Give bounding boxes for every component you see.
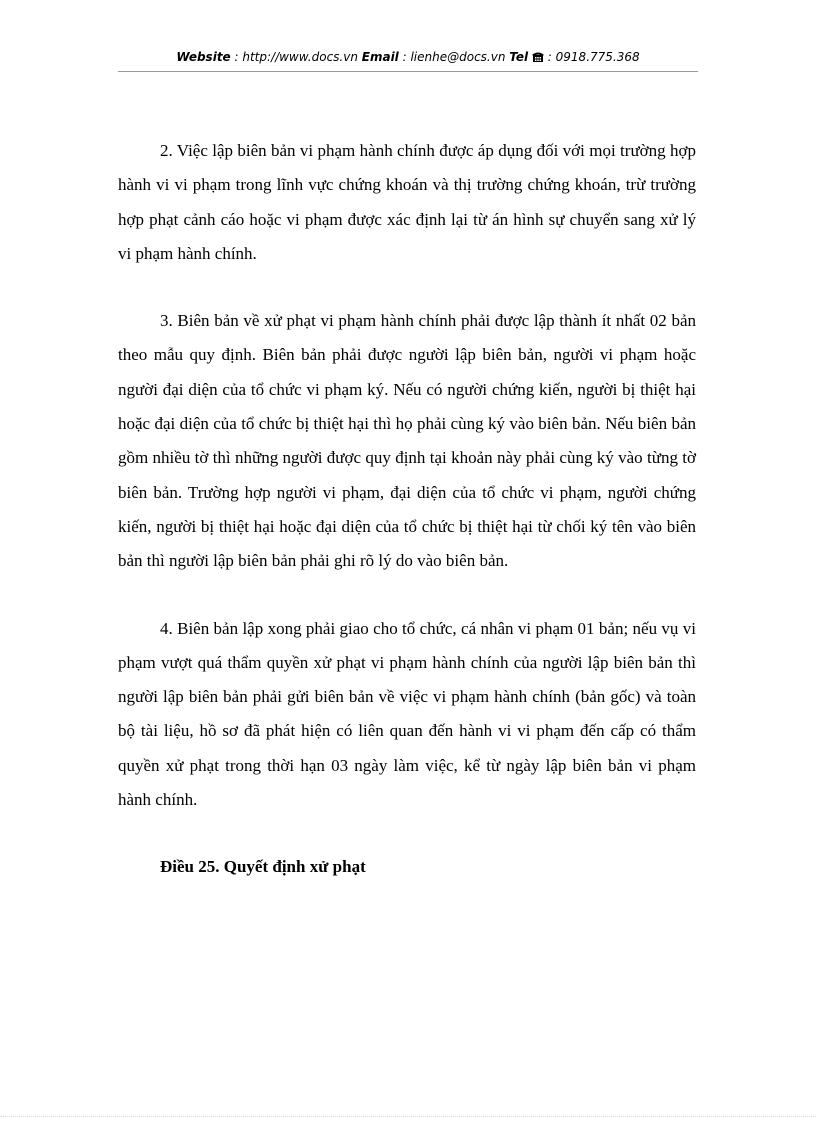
page-header — [118, 49, 698, 65]
website-label: Website — [176, 50, 231, 64]
phone-icon — [532, 50, 544, 64]
email-address[interactable]: : lienhe@docs.vn — [398, 50, 510, 64]
tel-label: Tel — [509, 50, 529, 64]
paragraph-3: 3. Biên bản về xử phạt vi phạm hành chính phải được lập thành ít nhất 02 bản theo mẫu quy định. Biên bản phải được người lập biên bản, người vi phạm hoặc người đại diện của tổ chức vi phạm ký. Nếu có người chứng kiến, người bị thiệt hại hoặc đại diện của tổ chức bị thiệt hại thì họ phải cùng ký vào biên bản. Nếu biên bản gồm nhiều tờ thì những người được quy định tại khoản này phải cùng ký vào từng tờ biên bản. Trường hợp người vi phạm, đại diện của tổ chức vi phạm, người chứng kiến, người bị thiệt hại hoặc đại diện của tổ chức bị thiệt hại từ chối ký tên vào biên bản thì người lập biên bản phải ghi rõ lý do vào biên bản. — [118, 311, 696, 571]
footer-divider — [0, 1116, 816, 1117]
paragraph-2: 2. Việc lập biên bản vi phạm hành chính được áp dụng đối với mọi trường hợp hành vi vi phạm trong lĩnh vực chứng khoán và thị trường chứng khoán, trừ trường hợp phạt cảnh cáo hoặc vi phạm được xác định lại từ án hình sự chuyển sang xử lý vi phạm hành chính. — [118, 141, 696, 263]
phone-number: : 0918.775.368 — [543, 50, 640, 64]
email-label: Email — [361, 50, 399, 64]
paragraph-gap — [118, 271, 696, 304]
document-body — [118, 134, 696, 884]
article-heading: Điều 25. Quyết định xử phạt — [160, 857, 366, 877]
paragraph-gap — [118, 817, 696, 850]
header-divider — [118, 71, 698, 72]
paragraph-gap — [118, 579, 696, 612]
paragraph-4: 4. Biên bản lập xong phải giao cho tổ chức, cá nhân vi phạm 01 bản; nếu vụ vi phạm vượt quá thẩm quyền xử phạt vi phạm hành chính của người lập biên bản thì người lập biên bản phải gửi biên bản về việc vi phạm hành chính (bản gốc) và toàn bộ tài liệu, hồ sơ đã phát hiện có liên quan đến hành vi vi phạm đến cấp có thẩm quyền xử phạt trong thời hạn 03 ngày làm việc, kể từ ngày lập biên bản vi phạm hành chính. — [118, 618, 696, 810]
website-url[interactable]: : http://www.docs.vn — [230, 50, 362, 64]
